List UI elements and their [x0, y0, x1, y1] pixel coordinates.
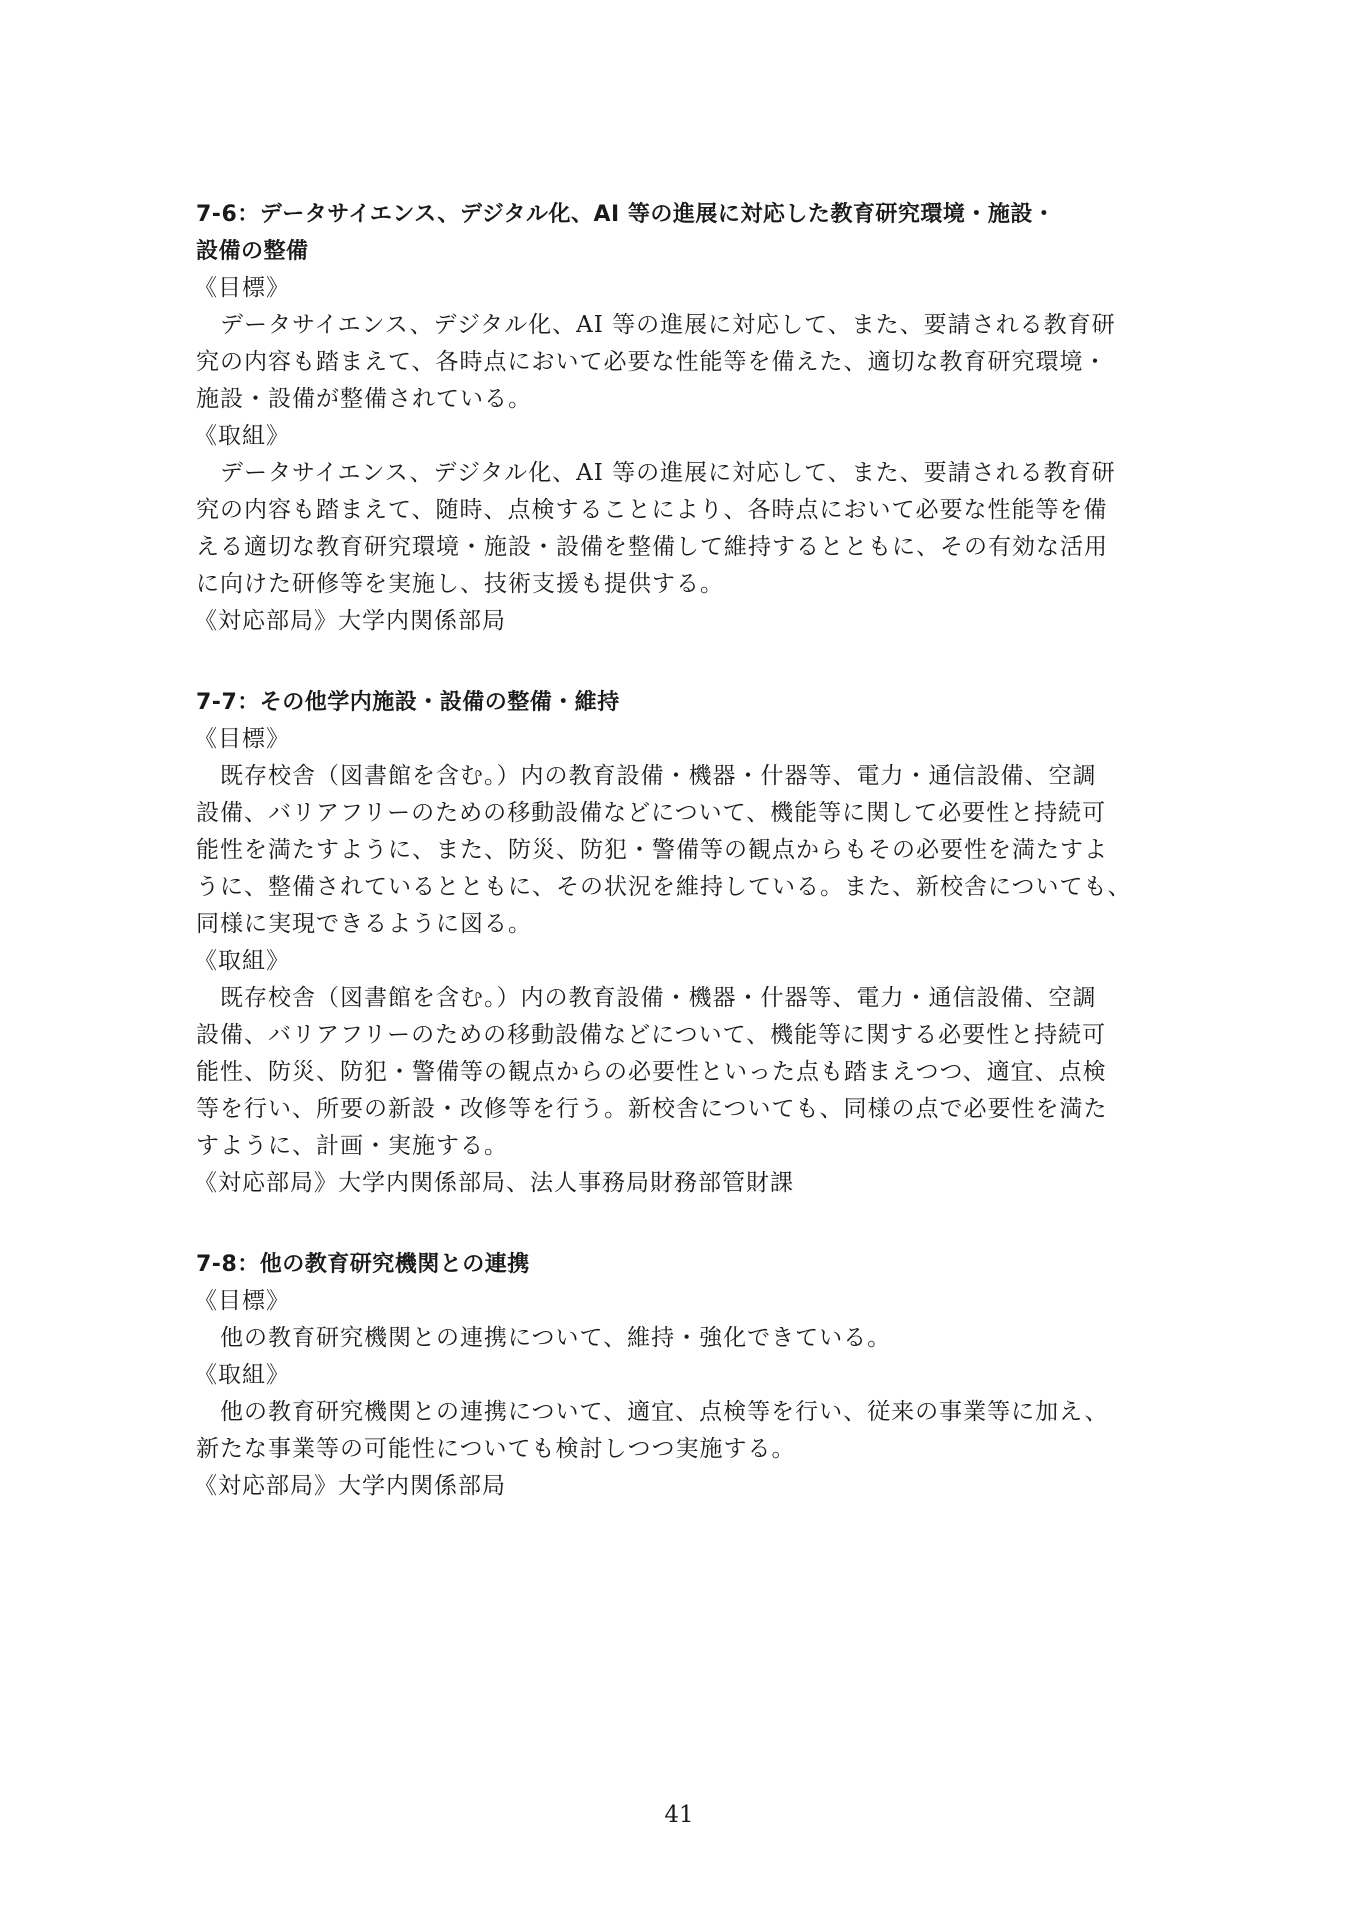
action-label: 《取組》	[194, 1362, 290, 1388]
section-7-8	[196, 1246, 1190, 1505]
goal-line: 究の内容も踏まえて、各時点において必要な性能等を備えた、適切な教育研究環境・	[196, 349, 1108, 375]
action-line: える適切な教育研究環境・施設・設備を整備して維持するとともに、その有効な活用	[196, 534, 1108, 560]
action-text	[196, 980, 1190, 1165]
section-7-7	[196, 684, 1190, 1202]
goal-text	[196, 758, 1190, 943]
action-line: 設備、バリアフリーのための移動設備などについて、機能等に関する必要性と持続可	[196, 1022, 1107, 1048]
action-line: 究の内容も踏まえて、随時、点検することにより、各時点において必要な性能等を備	[196, 497, 1108, 523]
goal-line: 同様に実現できるように図る。	[196, 911, 532, 937]
section-heading: 7-8：他の教育研究機関との連携	[196, 1252, 530, 1277]
goal-line: 他の教育研究機関との連携について、維持・強化できている。	[196, 1325, 892, 1351]
section-7-6	[196, 196, 1190, 640]
action-line: 他の教育研究機関との連携について、適宜、点検等を行い、従来の事業等に加え、	[196, 1399, 1109, 1425]
goal-label: 《目標》	[194, 726, 290, 752]
goal-text	[196, 307, 1190, 418]
department-line: 《対応部局》大学内関係部局、法人事務局財務部管財課	[194, 1170, 794, 1196]
action-label: 《取組》	[194, 948, 290, 974]
goal-line: データサイエンス、デジタル化、AI 等の進展に対応して、また、要請される教育研	[196, 312, 1116, 338]
action-line: に向けた研修等を実施し、技術支援も提供する。	[196, 571, 724, 597]
department-line: 《対応部局》大学内関係部局	[194, 1473, 506, 1499]
action-line: データサイエンス、デジタル化、AI 等の進展に対応して、また、要請される教育研	[196, 460, 1116, 486]
action-line: 既存校舎（図書館を含む。）内の教育設備・機器・什器等、電力・通信設備、空調	[196, 985, 1097, 1011]
page-number: 41	[664, 1802, 694, 1828]
goal-label: 《目標》	[194, 275, 290, 301]
action-label: 《取組》	[194, 423, 290, 449]
action-line: 等を行い、所要の新設・改修等を行う。新校舎についても、同様の点で必要性を満た	[196, 1096, 1108, 1122]
department-line: 《対応部局》大学内関係部局	[194, 608, 506, 634]
action-line: 新たな事業等の可能性についても検討しつつ実施する。	[196, 1436, 796, 1462]
goal-label: 《目標》	[194, 1288, 290, 1314]
section-heading: 設備の整備	[196, 239, 309, 264]
action-text	[196, 1394, 1190, 1468]
section-heading: 7-6：データサイエンス、デジタル化、AI 等の進展に対応した教育研究環境・施設・	[196, 202, 1056, 227]
goal-line: 既存校舎（図書館を含む。）内の教育設備・機器・什器等、電力・通信設備、空調	[196, 763, 1097, 789]
section-heading: 7-7：その他学内施設・設備の整備・維持	[196, 690, 620, 715]
goal-line: 施設・設備が整備されている。	[196, 386, 532, 412]
goal-text	[196, 1320, 1190, 1357]
action-line: すように、計画・実施する。	[196, 1133, 508, 1159]
action-text	[196, 455, 1190, 603]
goal-line: 設備、バリアフリーのための移動設備などについて、機能等に関して必要性と持続可	[196, 800, 1107, 826]
goal-line: うに、整備されているとともに、その状況を維持している。また、新校舎についても、	[196, 874, 1132, 900]
action-line: 能性、防災、防犯・警備等の観点からの必要性といった点も踏まえつつ、適宜、点検	[196, 1059, 1107, 1085]
goal-line: 能性を満たすように、また、防災、防犯・警備等の観点からもその必要性を満たすよ	[196, 837, 1108, 863]
document-body	[196, 196, 1190, 1549]
